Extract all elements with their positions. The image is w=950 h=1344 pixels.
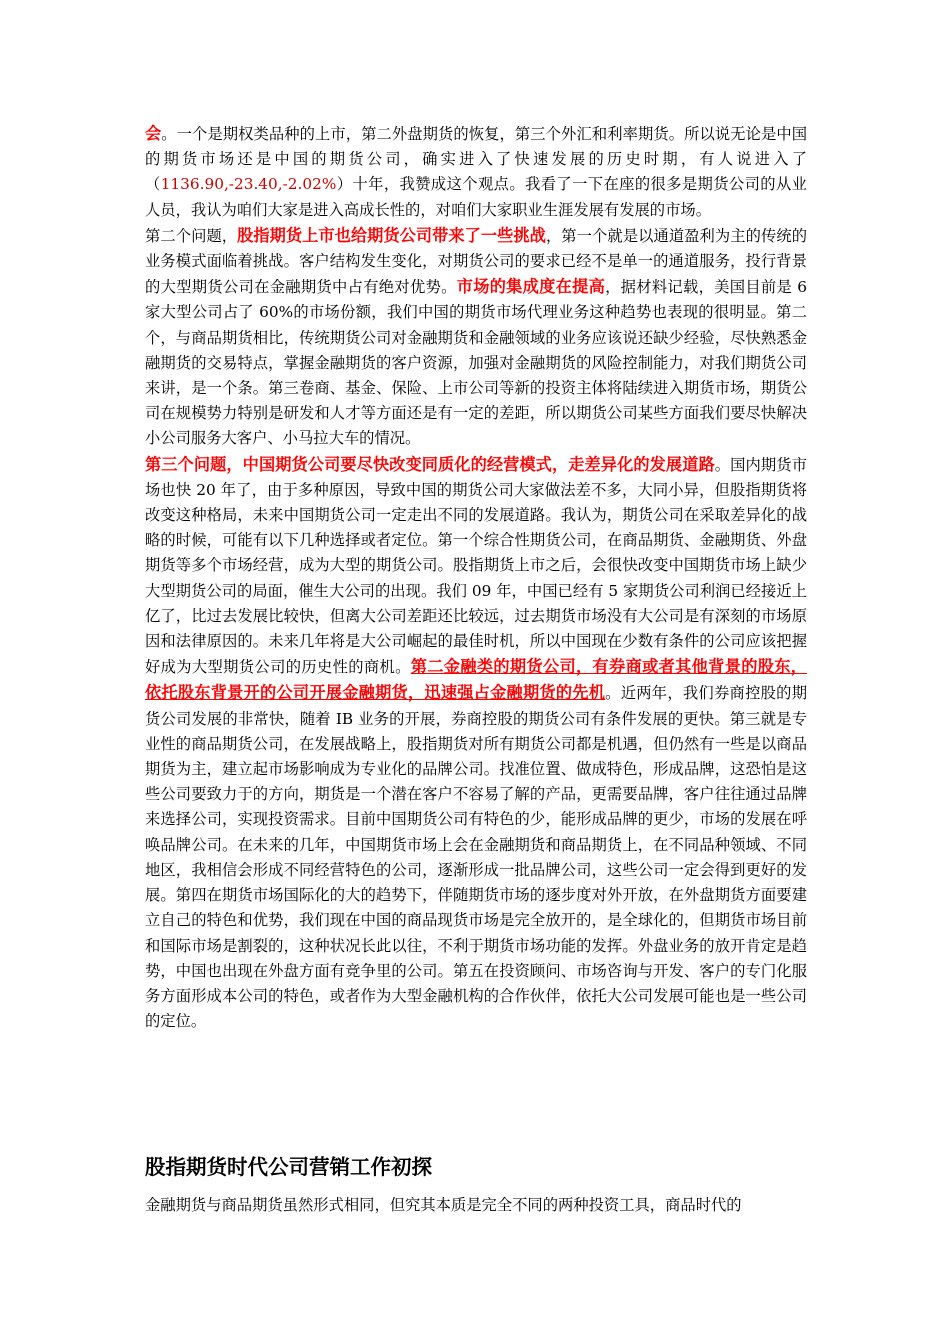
section-heading: 股指期货时代公司营销工作初探 — [145, 1155, 432, 1179]
financial-futures-highlight: 第二金融类的期货公司，有券商或者其他背景的股东，依托股东背景开的公司开展金融期货，迅速强占金融期货的先机 — [145, 657, 807, 703]
paragraph-text: ，第一个就是以通道盈利为主的传统的业务模式面临着挑战。客户结构发生变化，对期货公司的要求已经不是单一的通道服务，投行背景的大型期货公司在金融期货中占有绝对优势。 — [145, 226, 807, 297]
paragraph-text: 。近两年，我们券商控股的期货公司发展的非常快，随着 IB 业务的开展，券商控股的期货公司有条件发展的更快。第三就是专业性的商品期货公司，在发展战略上，股指期货对所有期货公司都是机遇，但仍然有一些是以商品期货为主，建立起市场影响成为专业化的品牌公司。找准位置、做成特色，形成品牌，这恐怕是这些公司要致力于的方向，期货是一个潜在客户不容易了解的产品，更需要品牌，客户往往通过品牌来选择公司，实现投资需求。目前中国期货公司有特色的少，能形成品牌的更少，市场的发展在呼唤品牌公司。在未来的几年，中国期货市场上会在金融期货和商品期货上，在不同品种领域、不同地区，我相信会形成不同经营特色的公司，逐渐形成一批品牌公司，这些公司一定会得到更好的发展。第四在期货市场国际化的大的趋势下，伴随期货市场的逐步度对外开放，在外盘期货方面要建立自己的特色和优势，我们现在中国的商品现货市场是完全放开的，是全球化的，但期货市场目前和国际市场是割裂的，这种状况长此以往，不利于期货市场功能的发挥。外盘业务的放开肯定是趋势，中国也出现在外盘方面有竞争里的公司。第五在投资顾问、市场咨询与开发、客户的专门化服务方面形成本公司的特色，或者作为大型金融机构的合作伙伴，依托大公司发展可能也是一些公司的定位。 — [145, 684, 807, 1031]
paragraph-text: 。一个是期权类品种的上市，第二外盘期货的恢复，第三个外汇和利率期货。所以说无论是中国的期货市场还是中国的期货公司，确实进入了快速发展的历史时期，有人说进入了 （ — [145, 125, 808, 194]
stock-quote-link[interactable]: 1136.90,-23.40,-2.02% — [160, 175, 337, 194]
differentiation-highlight: 第三个问题，中国期货公司要尽快改变同质化的经营模式，走差异化的发展道路 — [145, 454, 715, 474]
paragraph-text: 。国内期货市场也快 20 年了，由于多种原因，导致中国的期货公司大家做法差不多，大同小异，但股指期货将改变这种格局，未来中国期货公司一定走出不同的发展道路。我认为，期货公司在采取差异化的战略的时候，可能有以下几种选择或者定位。第一个综合性期货公司，在商品期货、金融期货、外盘期货等多个市场经营，成为大型的期货公司。股指期货上市之后，会很快改变中国期货市场上缺少大型期货公司的局面，催生大公司的出现。我们 09 年，中国已经有 5 家期货公司利润已经接近上亿了，比过去发展比较快，但离大公司差距还比较远，过去期货市场没有大公司是有深刻的市场原因和法律原因的。未来几年将是大公司崛起的最佳时机，所以中国现在少数有条件的公司应该把握好成为大型期货公司的历史性的商机。 — [145, 455, 807, 677]
paragraph-differentiation — [145, 452, 807, 1035]
article-body — [145, 121, 807, 1034]
paragraph-growth — [145, 121, 807, 223]
paragraph-text: ）十年，我赞成这个观点。我看了一下在座的很多是期货公司的从业人员，我认为咱们大家是进入高成长性的，对咱们大家职业生涯发展有发展的市场。 — [145, 175, 807, 219]
section-body-text: 金融期货与商品期货虽然形式相同，但究其本质是完全不同的两种投资工具，商品时代的 — [145, 1196, 742, 1214]
challenge-highlight: 股指期货上市也给期货公司带来了一些挑战 — [237, 225, 546, 245]
paragraph-lead-highlight: 会 — [145, 124, 162, 143]
paragraph-text: ，据材料记载，美国目前是 6 家大型公司占了 60%的市场份额，我们中国的期货市场代理业务这种趋势也表现的很明显。第二个，与商品期货相比，传统期货公司对金融期货和金融领域的业务应该说还缺少经验，尽快熟悉金融期货的交易特点，掌握金融期货的客户资源，加强对金融期货的风险控制能力，对我们期货公司来讲，是一个条。第三卷商、基金、保险、上市公司等新的投资主体将陆续进入期货市场，期货公司在规模势力特别是研发和人才等方面还是有一定的差距，所以期货公司某些方面我们要尽快解决小公司服务大客户、小马拉大车的情况。 — [145, 278, 807, 448]
concentration-highlight: 市场的集成度在提高 — [456, 277, 606, 297]
paragraph-challenges — [145, 223, 807, 452]
paragraph-intro: 第二个问题， — [145, 226, 238, 245]
